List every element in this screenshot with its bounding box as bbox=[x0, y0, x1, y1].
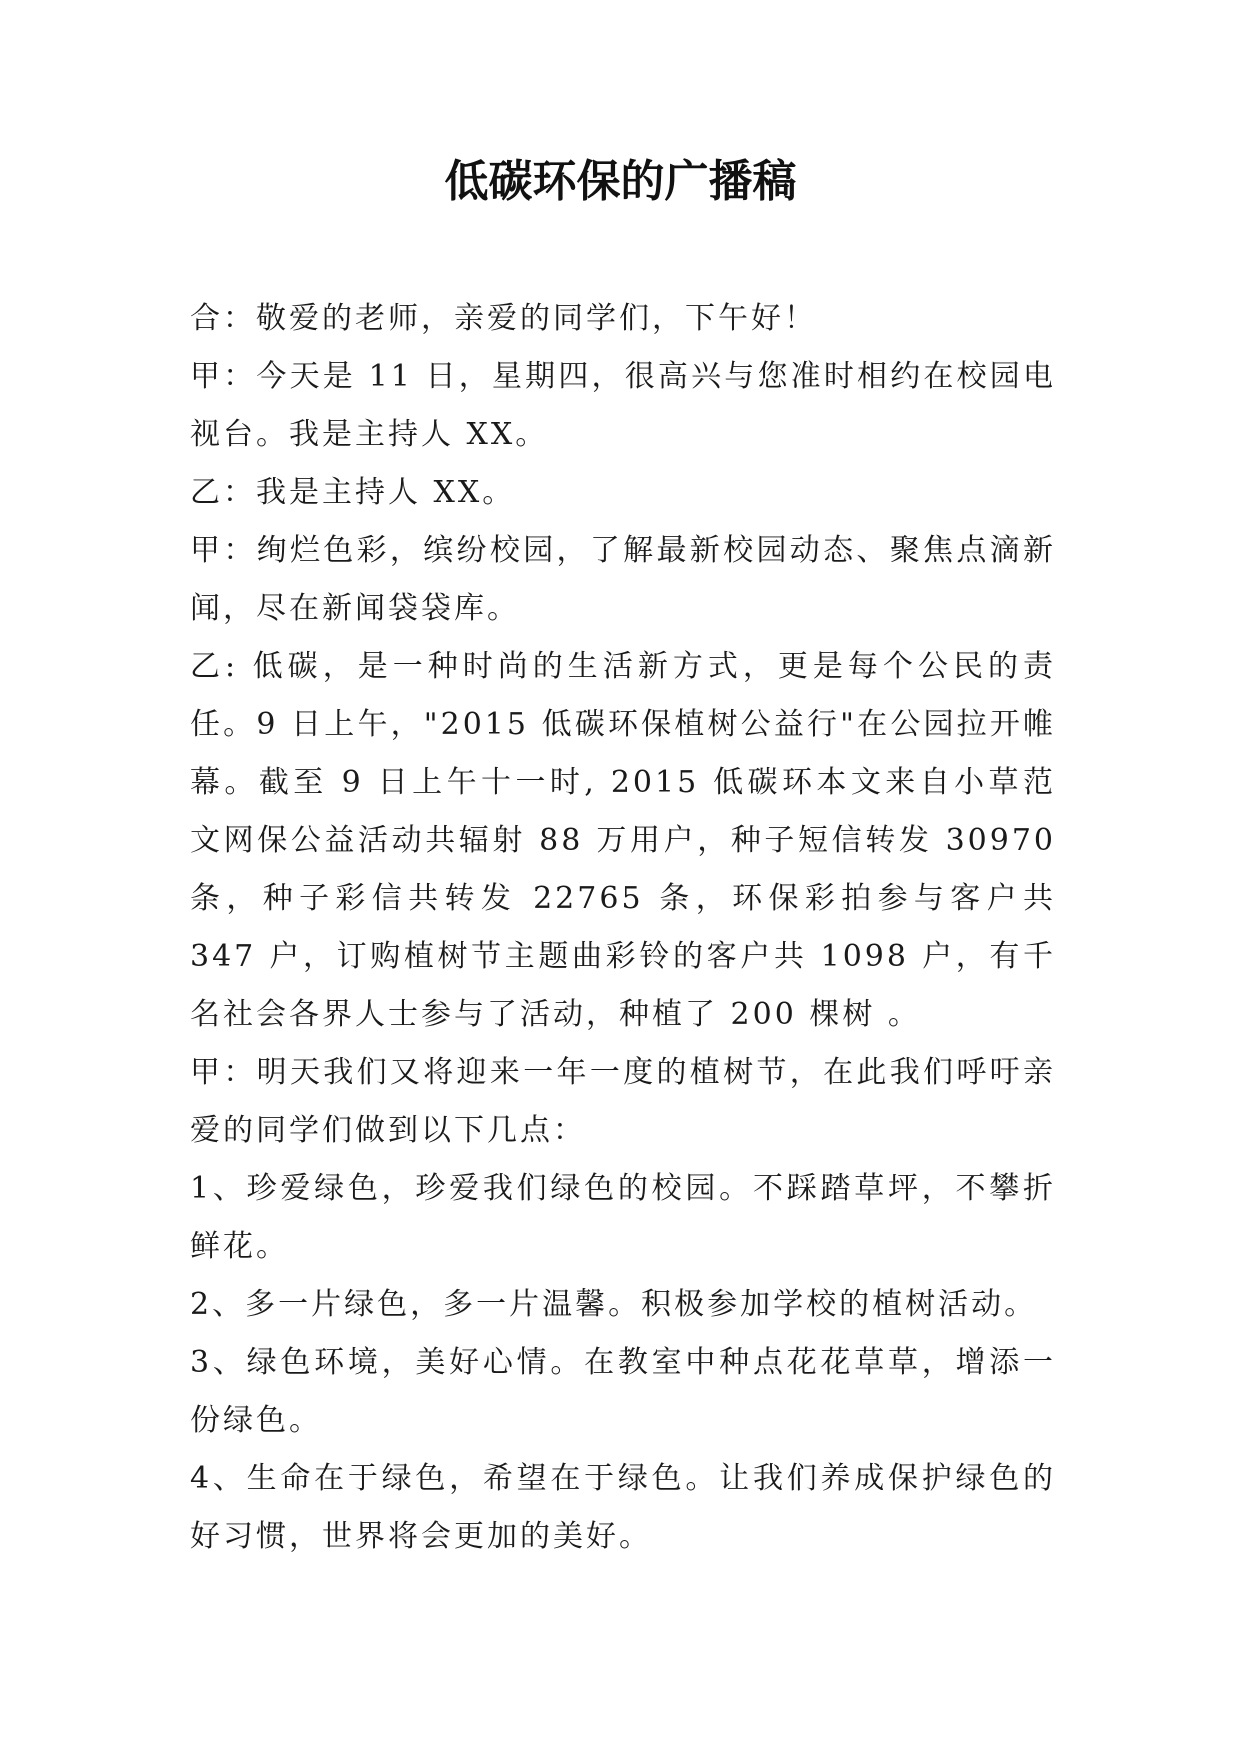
document-body bbox=[190, 290, 1056, 1566]
paragraph-host-a-intro: 甲：今天是 11 日，星期四，很高兴与您准时相约在校园电视台。我是主持人 XX。 bbox=[190, 359, 1056, 452]
paragraph-appeal: 甲：明天我们又将迎来一年一度的植树节，在此我们呼吁亲爱的同学们做到以下几点： bbox=[190, 1055, 1056, 1148]
list-item-4: 4、生命在于绿色，希望在于绿色。让我们养成保护绿色的好习惯，世界将会更加的美好。 bbox=[190, 1461, 1056, 1554]
paragraph-program-intro: 甲：绚烂色彩，缤纷校园，了解最新校园动态、聚焦点滴新闻，尽在新闻袋袋库。 bbox=[190, 533, 1056, 626]
document-title: 低碳环保的广播稿 bbox=[444, 156, 797, 207]
paragraph-news-report: 乙: 低碳，是一种时尚的生活新方式，更是每个公民的责任。9 日上午，"2015 低碳环保植树公益行"在公园拉开帷幕。截至 9 日上午十一时, 2015 低碳环本文来自小草范文网保公益活动共辐射 88 万用户，种子短信转发 30970 条，种子彩信共转发 22765 条，环保彩拍参与客户共 347 户，订购植树节主题曲彩铃的客户共 1098 户，有千名社会各界人士参与了活动，种植了 200 棵树 。 bbox=[190, 649, 1056, 1032]
paragraph-greeting: 合：敬爱的老师，亲爱的同学们，下午好！ bbox=[190, 301, 817, 336]
list-item-1: 1、珍爱绿色，珍爱我们绿色的校园。不踩踏草坪，不攀折鲜花。 bbox=[190, 1171, 1056, 1264]
list-item-3: 3、绿色环境，美好心情。在教室中种点花花草草，增添一份绿色。 bbox=[190, 1345, 1056, 1438]
list-item-2: 2、多一片绿色，多一片温馨。积极参加学校的植树活动。 bbox=[190, 1287, 1038, 1322]
paragraph-host-b-intro: 乙：我是主持人 XX。 bbox=[190, 475, 516, 510]
